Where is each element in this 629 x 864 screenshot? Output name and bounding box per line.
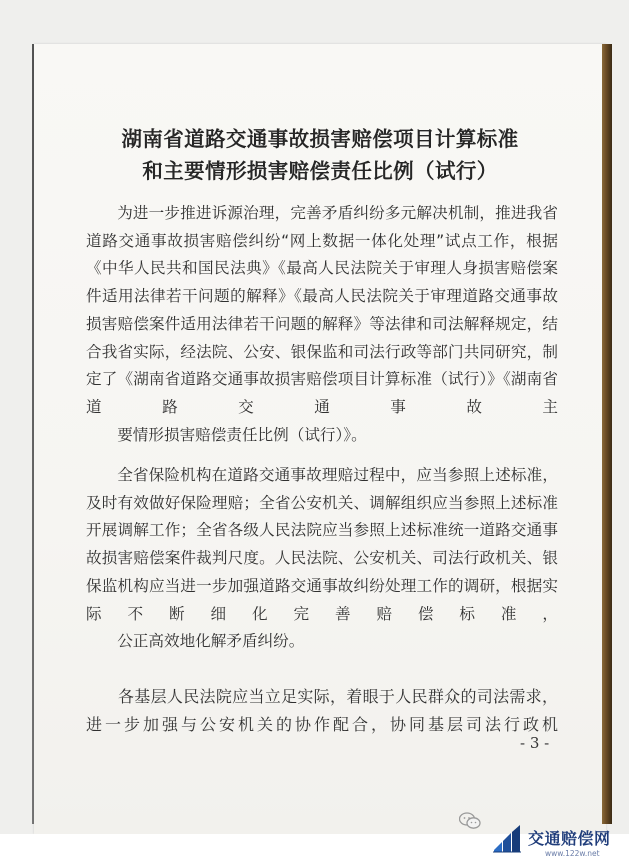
brand-name: 交通赔偿网: [528, 829, 611, 848]
paragraph-3-body: 各基层人民法院应当立足实际，着眼于人民群众的司法需求，进一步加强与公安机关的协作配合，协同基层司法行政机: [86, 687, 558, 734]
page-number: - 3 -: [520, 734, 550, 752]
paragraph-1: [86, 200, 558, 449]
paragraph-3: [86, 683, 558, 738]
bar-chart-logo-icon: [490, 822, 524, 856]
brand-url: www.122w.net: [545, 849, 600, 858]
paragraph-2-last-line: 公正高效地化解矛盾纠纷。: [117, 632, 305, 651]
document-page: [34, 44, 606, 834]
document-title-line2: 和主要情形损害赔偿责任比例（试行）: [142, 159, 498, 183]
scan-right-edge: [602, 44, 612, 824]
paragraph-1-last-line: 要情形损害赔偿责任比例（试行）》。: [117, 425, 367, 444]
wechat-icon: [459, 812, 481, 830]
paragraph-1-body: 为进一步推进诉源治理，完善矛盾纠纷多元解决机制，推进我省道路交通事故损害赔偿纠纷“网上数据一体化处理”试点工作，根据《中华人民共和国民法典》《最高人民法院关于审理人身损害赔偿案件适用法律若干问题的解释》《最高人民法院关于审理道路交通事故损害赔偿案件适用法律若干问题的解释》等法律和司法解释规定，结合我省实际，经法院、公安、银保监和司法行政等部门共同研究，制定了《湖南省道路交通事故损害赔偿项目计算标准（试行）》《湖南省道路交通事故主: [86, 204, 558, 416]
paragraph-2: [86, 462, 558, 656]
paragraph-2-body: 全省保险机构在道路交通事故理赔过程中，应当参照上述标准，及时有效做好保险理赔；全省公安机关、调解组织应当参照上述标准开展调解工作；全省各级人民法院应当参照上述标准统一道路交通事故损害赔偿案件裁判尺度。人民法院、公安机关、司法行政机关、银保监机构应当进一步加强道路交通事故纠纷处理工作的调研，根据实际不断细化完善赔偿标准，: [86, 466, 558, 623]
document-title-line1: 湖南省道路交通事故损害赔偿项目计算标准: [121, 127, 519, 151]
